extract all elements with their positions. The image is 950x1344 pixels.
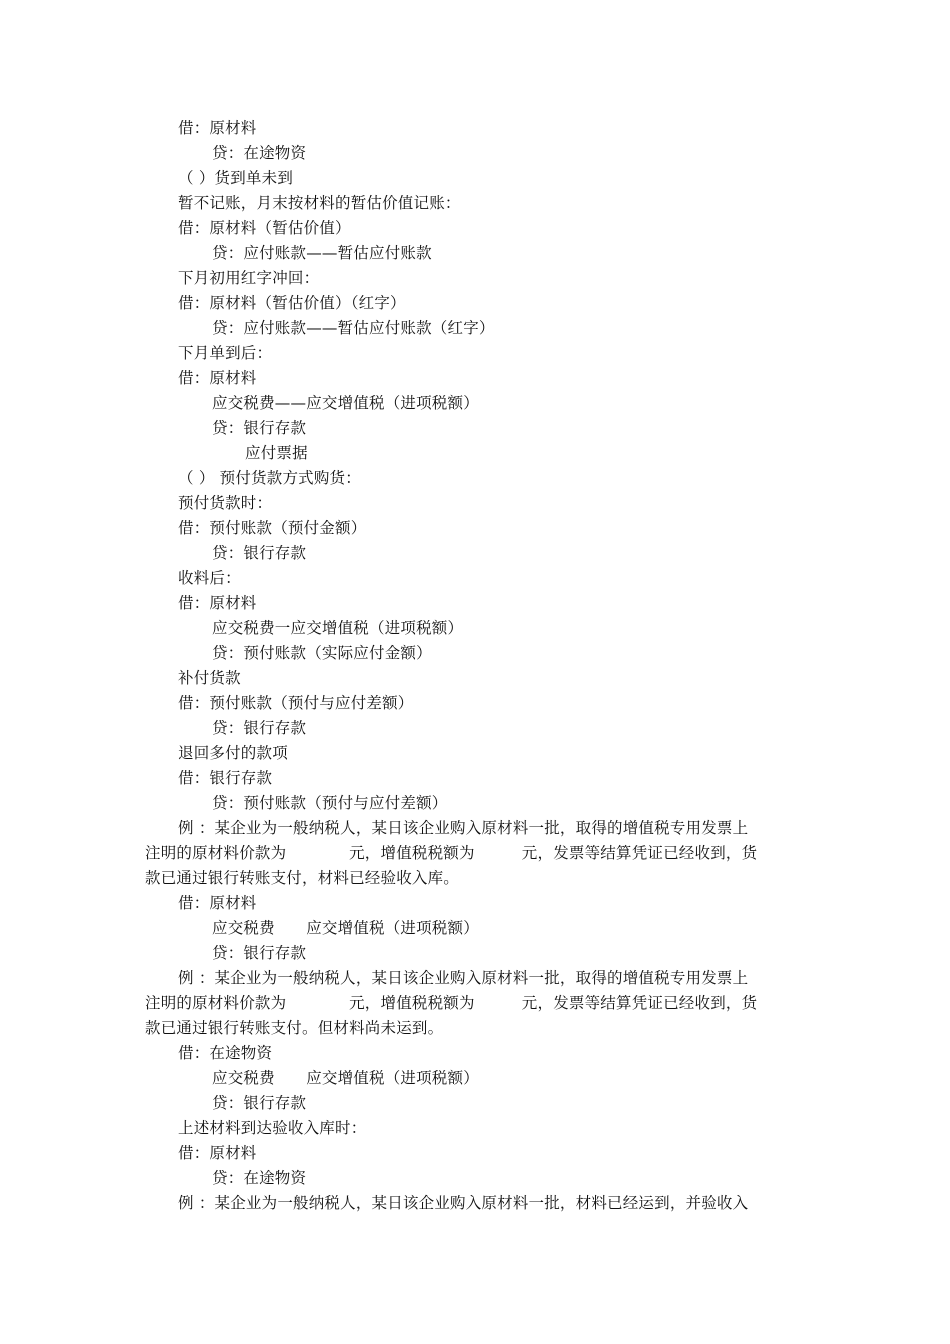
- text-line: （ ） 预付货款方式购货：: [178, 469, 361, 487]
- text-line: 贷：应付账款——暂估应付账款（红字）: [212, 319, 495, 337]
- text-line: 注明的原材料价款为 元，增值税税额为 元，发票等结算凭证已经收到，货: [145, 994, 758, 1012]
- text-line: （ ）货到单未到: [178, 169, 294, 187]
- text-line: 下月单到后：: [178, 344, 273, 362]
- text-line: 贷：银行存款: [212, 419, 307, 437]
- text-line: 注明的原材料价款为 元，增值税税额为 元，发票等结算凭证已经收到，货: [145, 844, 758, 862]
- text-line: 借：原材料（暂估价值）（红字）: [178, 294, 406, 312]
- text-line: 贷：银行存款: [212, 719, 307, 737]
- text-line: 例 ：某企业为一般纳税人，某日该企业购入原材料一批，取得的增值税专用发票上: [178, 819, 749, 837]
- text-line: 贷：应付账款——暂估应付账款: [212, 244, 432, 262]
- text-line: 贷：银行存款: [212, 944, 307, 962]
- text-line: 贷：银行存款: [212, 544, 307, 562]
- text-line: 应交税费 应交增值税（进项税额）: [212, 1069, 479, 1087]
- text-line: 下月初用红字冲回：: [178, 269, 320, 287]
- text-line: 例 ：某企业为一般纳税人，某日该企业购入原材料一批，取得的增值税专用发票上: [178, 969, 749, 987]
- text-line: 应交税费——应交增值税（进项税额）: [212, 394, 479, 412]
- text-line: 借：原材料: [178, 1144, 257, 1162]
- text-line: 贷：预付账款（预付与应付差额）: [212, 794, 448, 812]
- text-line: 应付票据: [245, 444, 308, 462]
- text-line: 补付货款: [178, 669, 241, 687]
- text-line: 借：银行存款: [178, 769, 273, 787]
- text-line: 退回多付的款项: [178, 744, 288, 762]
- text-line: 借：在途物资: [178, 1044, 273, 1062]
- text-line: 应交税费一应交增值税（进项税额）: [212, 619, 464, 637]
- text-line: 借：原材料: [178, 594, 257, 612]
- text-line: 借：原材料: [178, 369, 257, 387]
- text-line: 收料后：: [178, 569, 241, 587]
- text-line: 借：原材料: [178, 894, 257, 912]
- text-line: 应交税费 应交增值税（进项税额）: [212, 919, 479, 937]
- text-line: 暂不记账，月末按材料的暂估价值记账：: [178, 194, 461, 212]
- text-line: 例 ：某企业为一般纳税人，某日该企业购入原材料一批，材料已经运到，并验收入: [178, 1194, 749, 1212]
- text-line: 款已通过银行转账支付。但材料尚未运到。: [145, 1019, 444, 1037]
- text-line: 借：预付账款（预付与应付差额）: [178, 694, 414, 712]
- text-line: 借：原材料: [178, 119, 257, 137]
- text-line: 贷：银行存款: [212, 1094, 307, 1112]
- text-line: 借：预付账款（预付金额）: [178, 519, 367, 537]
- text-line: 贷：在途物资: [212, 1169, 307, 1187]
- text-line: 借：原材料（暂估价值）: [178, 219, 351, 237]
- text-line: 款已通过银行转账支付，材料已经验收入库。: [145, 869, 460, 887]
- text-line: 上述材料到达验收入库时：: [178, 1119, 367, 1137]
- text-line: 贷：在途物资: [212, 144, 307, 162]
- text-line: 预付货款时：: [178, 494, 273, 512]
- text-line: 贷：预付账款（实际应付金额）: [212, 644, 432, 662]
